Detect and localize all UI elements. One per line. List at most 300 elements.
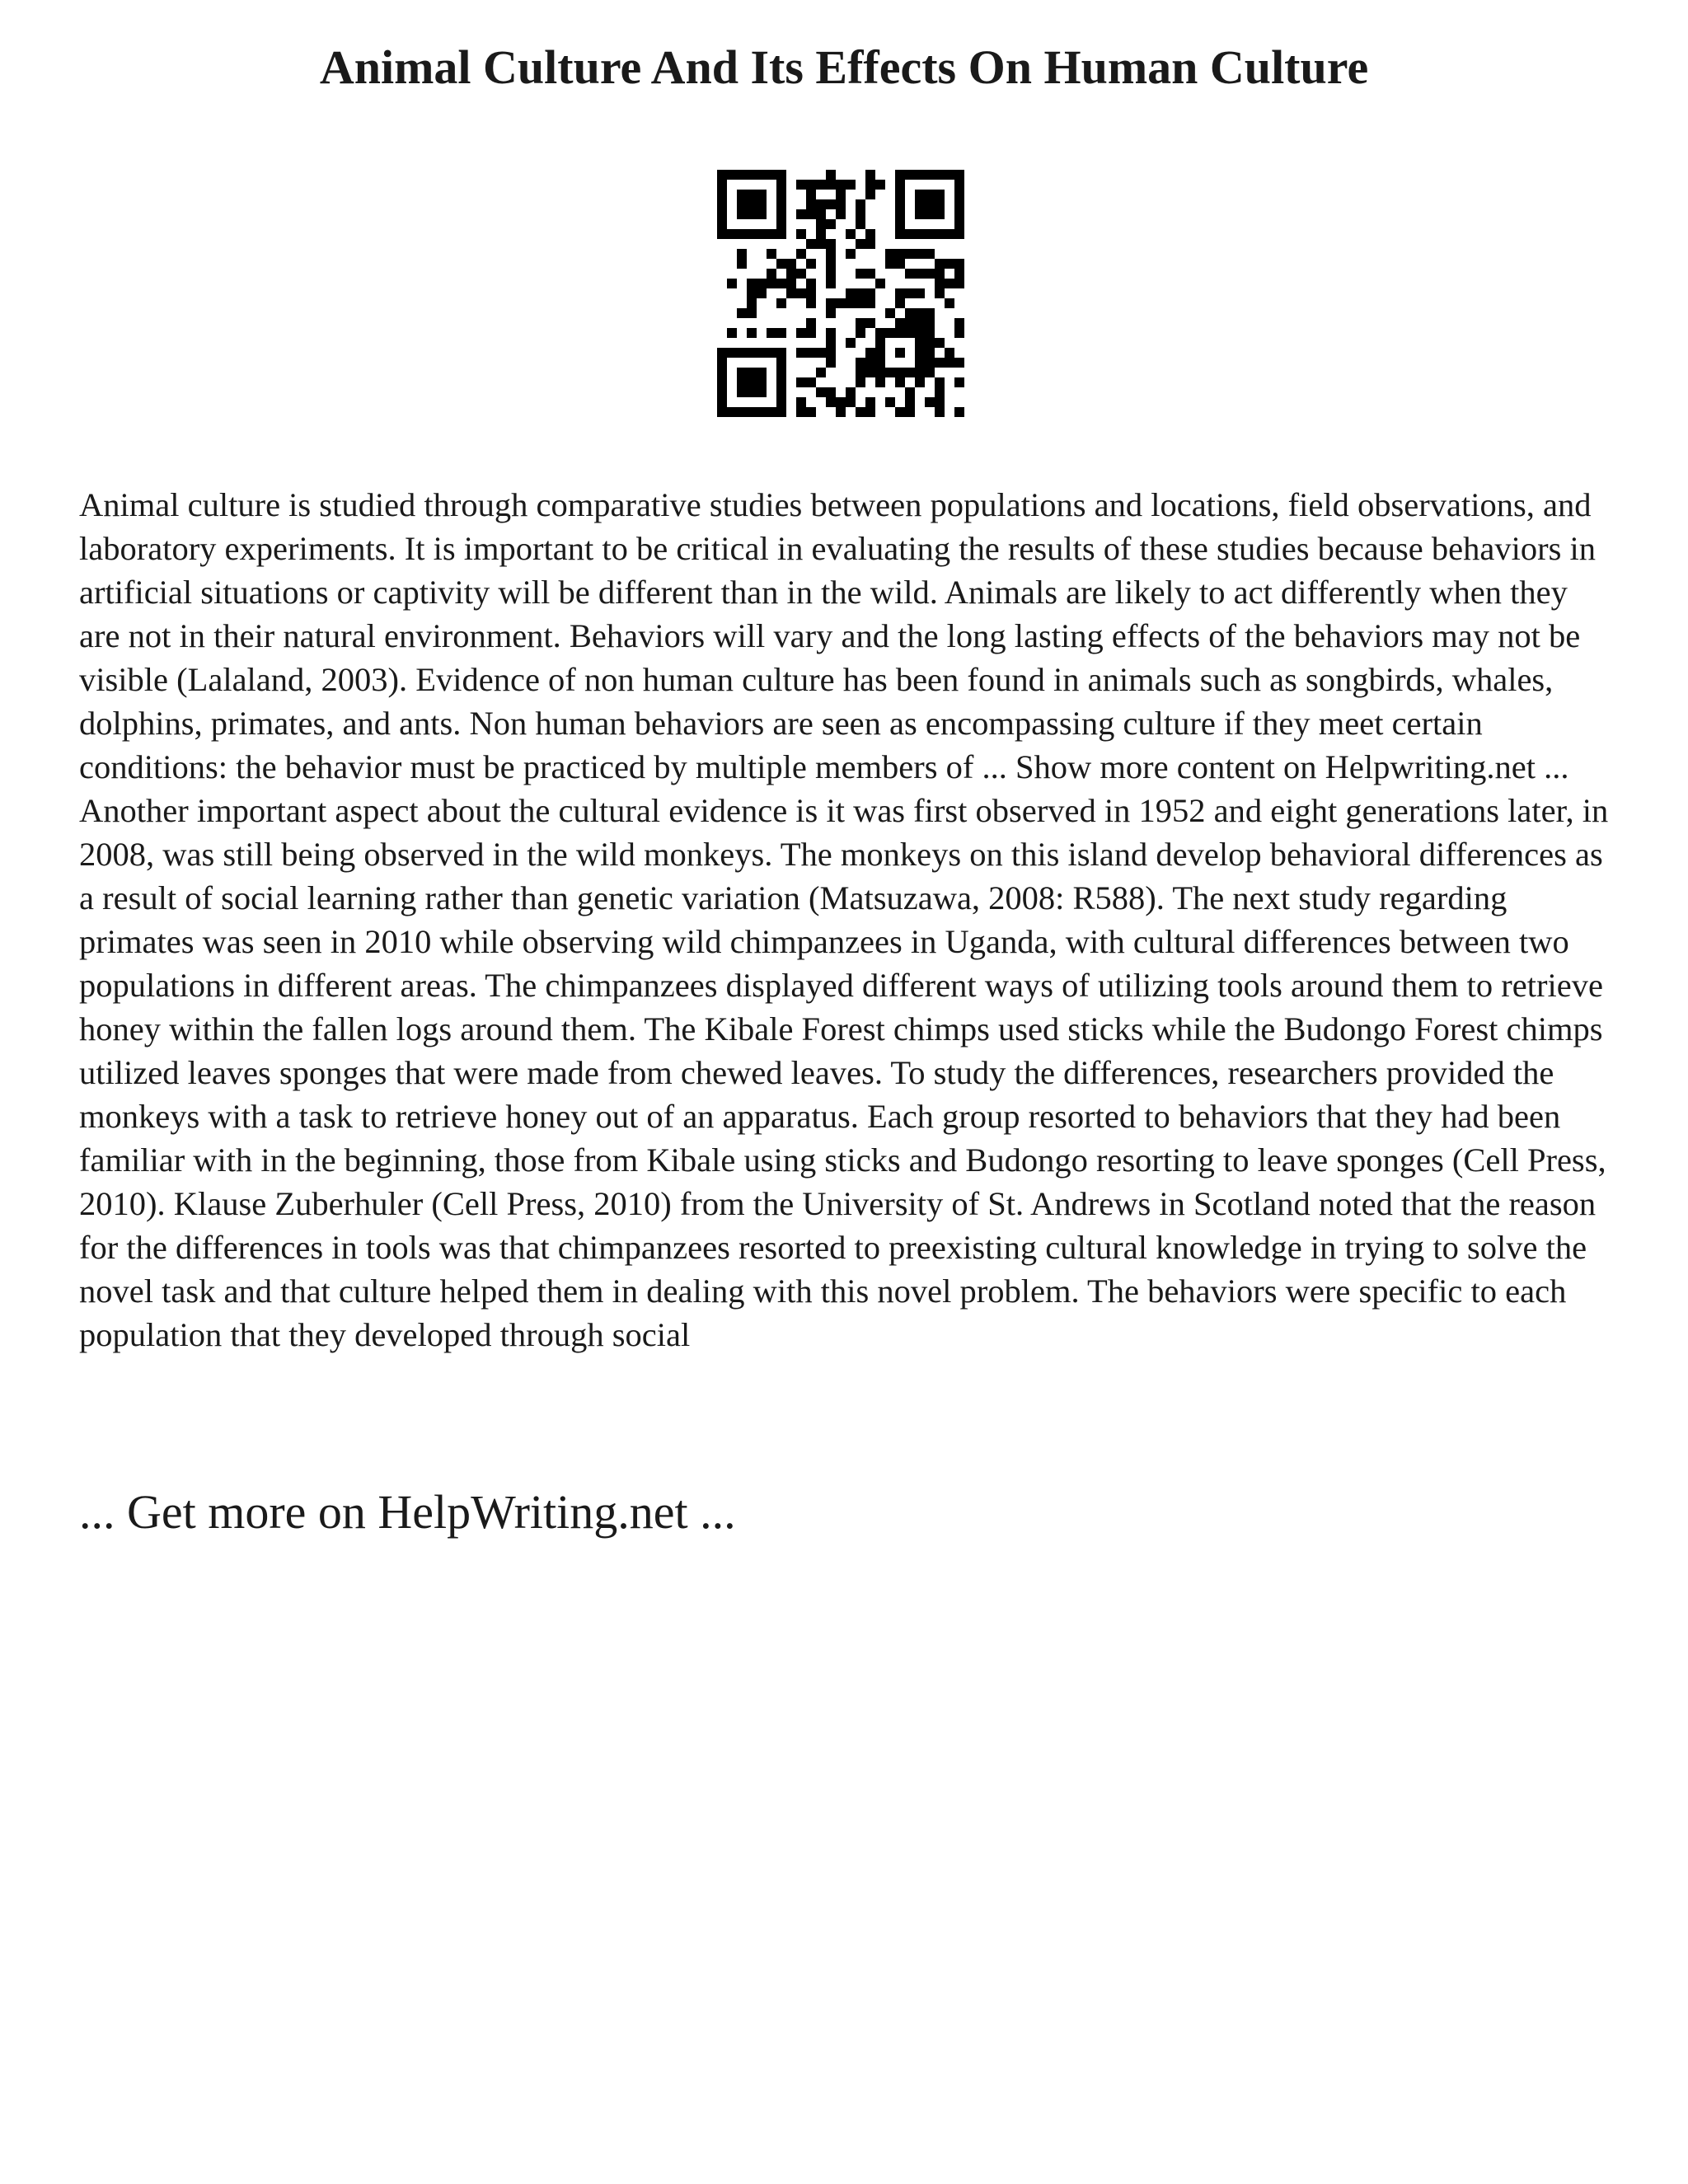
qr-module — [826, 249, 836, 259]
qr-module — [757, 170, 767, 180]
qr-module — [806, 180, 816, 190]
qr-module — [836, 209, 846, 219]
qr-module — [796, 269, 806, 279]
qr-module — [747, 308, 757, 318]
qr-module — [737, 377, 747, 387]
qr-module — [856, 209, 865, 219]
qr-module — [905, 269, 915, 279]
qr-module — [747, 279, 757, 288]
qr-module — [895, 219, 905, 229]
qr-module — [875, 348, 885, 358]
qr-module — [737, 209, 747, 219]
qr-module — [767, 249, 776, 259]
document-body — [79, 483, 1614, 1357]
get-more-link[interactable]: ... Get more on HelpWriting.net ... — [79, 1485, 736, 1539]
qr-module — [875, 368, 885, 377]
qr-module — [945, 279, 954, 288]
qr-module — [826, 269, 836, 279]
qr-module — [816, 199, 826, 209]
qr-module — [905, 387, 915, 397]
qr-module — [905, 328, 915, 338]
qr-module — [737, 368, 747, 377]
qr-module — [865, 397, 875, 407]
qr-module — [905, 318, 915, 328]
qr-module — [747, 229, 757, 239]
qr-module — [776, 407, 786, 417]
qr-module — [747, 348, 757, 358]
qr-module — [757, 209, 767, 219]
qr-module — [865, 348, 875, 358]
qr-module — [895, 298, 905, 308]
qr-module — [895, 259, 905, 269]
qr-module — [915, 199, 925, 209]
qr-module — [757, 279, 767, 288]
qr-module — [954, 209, 964, 219]
qr-module — [776, 229, 786, 239]
qr-module — [865, 298, 875, 308]
qr-module — [875, 377, 885, 387]
qr-module — [816, 348, 826, 358]
qr-module — [776, 397, 786, 407]
qr-module — [915, 288, 925, 298]
qr-module — [717, 407, 727, 417]
qr-module — [776, 368, 786, 377]
qr-module — [856, 269, 865, 279]
qr-module — [717, 219, 727, 229]
qr-module — [856, 219, 865, 229]
qr-module — [747, 368, 757, 377]
qr-module — [865, 239, 875, 249]
qr-module — [826, 219, 836, 229]
qr-module — [856, 407, 865, 417]
qr-module — [737, 199, 747, 209]
qr-module — [925, 308, 935, 318]
qr-module — [846, 338, 856, 348]
qr-module — [846, 288, 856, 298]
qr-module — [935, 377, 945, 387]
qr-module — [776, 348, 786, 358]
qr-module — [895, 199, 905, 209]
qr-module — [826, 397, 836, 407]
qr-module — [856, 328, 865, 338]
qr-module — [935, 209, 945, 219]
qr-module — [816, 209, 826, 219]
qr-module — [954, 279, 964, 288]
qr-module — [826, 338, 836, 348]
qr-module — [856, 199, 865, 209]
qr-module — [954, 269, 964, 279]
qr-module — [915, 190, 925, 199]
qr-module — [935, 259, 945, 269]
qr-module — [895, 318, 905, 328]
qr-module — [925, 209, 935, 219]
qr-module — [856, 377, 865, 387]
qr-module — [846, 249, 856, 259]
qr-module — [727, 348, 737, 358]
qr-module — [796, 229, 806, 239]
qr-module — [826, 170, 836, 180]
document-title: Animal Culture And Its Effects On Human Culture — [319, 40, 1369, 94]
qr-module — [737, 387, 747, 397]
qr-module — [727, 229, 737, 239]
qr-module — [806, 239, 816, 249]
qr-module — [954, 170, 964, 180]
qr-module — [717, 180, 727, 190]
qr-module — [717, 348, 727, 358]
qr-module — [935, 190, 945, 199]
qr-module — [776, 377, 786, 387]
qr-module — [895, 209, 905, 219]
qr-module — [757, 377, 767, 387]
qr-module — [806, 318, 816, 328]
qr-module — [954, 377, 964, 387]
qr-module — [836, 199, 846, 209]
qr-module — [816, 180, 826, 190]
qr-module — [836, 180, 846, 190]
qr-module — [925, 328, 935, 338]
qr-module — [796, 328, 806, 338]
qr-module — [826, 279, 836, 288]
qr-module — [895, 180, 905, 190]
qr-module — [826, 328, 836, 338]
qr-module — [875, 328, 885, 338]
qr-module — [885, 259, 895, 269]
qr-module — [717, 377, 727, 387]
qr-module — [767, 328, 776, 338]
qr-module — [865, 180, 875, 190]
qr-module — [747, 190, 757, 199]
qr-module — [717, 368, 727, 377]
qr-module — [865, 318, 875, 328]
qr-module — [865, 358, 875, 368]
qr-module — [925, 348, 935, 358]
qr-module — [925, 368, 935, 377]
qr-module — [865, 170, 875, 180]
qr-module — [846, 298, 856, 308]
qr-module — [776, 199, 786, 209]
qr-module — [905, 249, 915, 259]
qr-module — [885, 249, 895, 259]
qr-module — [826, 358, 836, 368]
qr-module — [737, 190, 747, 199]
qr-module — [816, 387, 826, 397]
qr-module — [935, 279, 945, 288]
qr-module — [954, 229, 964, 239]
qr-module — [865, 269, 875, 279]
qr-module — [806, 288, 816, 298]
qr-module — [915, 328, 925, 338]
qr-module — [767, 170, 776, 180]
qr-code-icon — [717, 170, 964, 417]
qr-module — [875, 180, 885, 190]
qr-module — [747, 199, 757, 209]
qr-module — [747, 328, 757, 338]
qr-module — [757, 368, 767, 377]
qr-module — [954, 199, 964, 209]
qr-module — [945, 259, 954, 269]
qr-module — [875, 279, 885, 288]
qr-module — [925, 397, 935, 407]
qr-module — [776, 180, 786, 190]
qr-module — [747, 377, 757, 387]
qr-module — [895, 377, 905, 387]
qr-module — [905, 170, 915, 180]
qr-module — [935, 387, 945, 397]
qr-module — [826, 348, 836, 358]
qr-module — [856, 298, 865, 308]
qr-module — [757, 190, 767, 199]
qr-module — [747, 407, 757, 417]
qr-module — [776, 219, 786, 229]
qr-module — [905, 288, 915, 298]
qr-module — [954, 190, 964, 199]
qr-module — [747, 288, 757, 298]
qr-module — [954, 407, 964, 417]
qr-module — [727, 170, 737, 180]
qr-module — [945, 229, 954, 239]
qr-module — [796, 249, 806, 259]
qr-module — [776, 170, 786, 180]
qr-module — [836, 397, 846, 407]
qr-module — [776, 298, 786, 308]
qr-module — [836, 407, 846, 417]
qr-module — [935, 170, 945, 180]
qr-module — [737, 308, 747, 318]
qr-module — [925, 338, 935, 348]
qr-module — [737, 407, 747, 417]
qr-module — [925, 190, 935, 199]
qr-module — [776, 279, 786, 288]
qr-module — [954, 328, 964, 338]
qr-module — [895, 328, 905, 338]
qr-module — [935, 338, 945, 348]
qr-module — [737, 229, 747, 239]
qr-module — [875, 338, 885, 348]
qr-module — [737, 249, 747, 259]
qr-module — [915, 318, 925, 328]
qr-module — [796, 397, 806, 407]
qr-module — [816, 229, 826, 239]
qr-module — [826, 199, 836, 209]
qr-module — [925, 229, 935, 239]
qr-module — [786, 288, 796, 298]
qr-module — [836, 298, 846, 308]
qr-module — [915, 377, 925, 387]
qr-module — [757, 348, 767, 358]
qr-module — [796, 377, 806, 387]
qr-module — [727, 328, 737, 338]
qr-module — [747, 170, 757, 180]
qr-module — [737, 259, 747, 269]
qr-module — [757, 199, 767, 209]
qr-module — [806, 407, 816, 417]
qr-module — [925, 358, 935, 368]
qr-module — [895, 368, 905, 377]
qr-module — [717, 190, 727, 199]
qr-module — [945, 348, 954, 358]
qr-module — [776, 209, 786, 219]
qr-module — [885, 328, 895, 338]
qr-module — [747, 209, 757, 219]
qr-module — [826, 239, 836, 249]
qr-module — [747, 387, 757, 397]
qr-module — [865, 229, 875, 239]
qr-module — [826, 259, 836, 269]
qr-module — [826, 308, 836, 318]
qr-module — [806, 209, 816, 219]
qr-module — [717, 170, 727, 180]
qr-module — [826, 387, 836, 397]
body-paragraph-2: Another important aspect about the cultural evidence is it was first observed in 1952 and eight generations later, in 2008, was still being observed in the wild monkeys. The monkeys on this island develop behavioral differences as a result of social learning rather than genetic variation (Matsuzawa, 2008: R588). The next study regarding primates was seen in 2010 while observing wild chimpanzees in Uganda, with cultural differences between two populations in different areas. The chimpanzees displayed different ways of utilizing tools around them to retrieve honey within the fallen logs around them. The Kibale Forest chimps used sticks while the Budongo Forest chimps utilized leaves sponges that were made from chewed leaves. To study the differences, researchers provided the monkeys with a task to retrieve honey out of an apparatus. Each group resorted to behaviors that they had been familiar with in the beginning, those from Kibale using sticks and Budongo resorting to leave sponges (Cell Press, 2010). Klause Zuberhuler (Cell Press, 2010) from the University of St. Andrews in Scotland noted that the reason for the differences in tools was that chimpanzees resorted to preexisting cultural knowledge in trying to solve the novel task and that culture helped them in dealing with this novel problem. The behaviors were specific to each population that they developed through social — [79, 792, 1609, 1353]
qr-module — [856, 288, 865, 298]
qr-module — [757, 407, 767, 417]
qr-module — [846, 397, 856, 407]
qr-module — [945, 170, 954, 180]
qr-module — [905, 308, 915, 318]
qr-module — [717, 397, 727, 407]
qr-module — [915, 368, 925, 377]
qr-module — [796, 209, 806, 219]
qr-module — [925, 170, 935, 180]
qr-module — [776, 387, 786, 397]
qr-module — [895, 348, 905, 358]
qr-module — [757, 288, 767, 298]
body-paragraph-1: Animal culture is studied through comparative studies between populations and locations, field observations, and laboratory experiments. It is important to be critical in evaluating the results of these studies because behaviors in artificial situations or captivity will be different than in the wild. Animals are likely to act differently when they are not in their natural environment. Behaviors will vary and the long lasting effects of the behaviors may not be visible (Lalaland, 2003). Evidence of non human culture has been found in animals such as songbirds, whales, dolphins, primates, and ants. Non human behaviors are seen as encompassing culture if they meet certain conditions: the behavior must be practiced by multiple members of ... Show more content on Helpwriting.net ... — [79, 486, 1596, 785]
qr-module — [796, 180, 806, 190]
qr-module — [776, 328, 786, 338]
qr-module — [925, 318, 935, 328]
qr-module — [935, 397, 945, 407]
qr-module — [826, 298, 836, 308]
qr-module — [737, 170, 747, 180]
qr-module — [826, 180, 836, 190]
qr-module — [806, 377, 816, 387]
qr-module — [865, 407, 875, 417]
qr-module — [856, 358, 865, 368]
qr-module — [806, 199, 816, 209]
qr-module — [905, 407, 915, 417]
qr-module — [737, 348, 747, 358]
qr-module — [786, 279, 796, 288]
qr-module — [796, 288, 806, 298]
qr-module — [945, 358, 954, 368]
qr-module — [935, 229, 945, 239]
qr-module — [727, 279, 737, 288]
qr-module — [806, 279, 816, 288]
qr-module — [925, 199, 935, 209]
qr-module — [816, 219, 826, 229]
qr-module — [776, 190, 786, 199]
qr-module — [836, 190, 846, 199]
qr-module — [717, 199, 727, 209]
qr-module — [767, 279, 776, 288]
qr-module — [915, 249, 925, 259]
qr-module — [935, 199, 945, 209]
qr-module — [954, 358, 964, 368]
qr-module — [717, 209, 727, 219]
qr-module — [895, 229, 905, 239]
qr-module — [727, 407, 737, 417]
qr-module — [856, 318, 865, 328]
qr-module — [846, 229, 856, 239]
qr-code-graphic — [717, 170, 964, 417]
qr-module — [796, 348, 806, 358]
qr-module — [747, 298, 757, 308]
qr-module — [816, 368, 826, 377]
qr-module — [895, 407, 905, 417]
qr-module — [776, 358, 786, 368]
qr-module — [925, 249, 935, 259]
qr-module — [885, 308, 895, 318]
qr-module — [945, 298, 954, 308]
qr-module — [915, 308, 925, 318]
qr-module — [865, 288, 875, 298]
qr-module — [915, 209, 925, 219]
qr-module — [767, 407, 776, 417]
qr-module — [796, 407, 806, 417]
qr-module — [717, 358, 727, 368]
qr-module — [717, 229, 727, 239]
qr-module — [757, 229, 767, 239]
qr-module — [846, 180, 856, 190]
qr-module — [806, 328, 816, 338]
qr-module — [925, 269, 935, 279]
qr-module — [895, 170, 905, 180]
qr-module — [856, 239, 865, 249]
qr-module — [846, 387, 856, 397]
qr-module — [915, 358, 925, 368]
qr-module — [865, 190, 875, 199]
qr-module — [954, 180, 964, 190]
qr-module — [767, 229, 776, 239]
qr-module — [776, 259, 786, 269]
qr-module — [915, 338, 925, 348]
qr-module — [875, 358, 885, 368]
qr-module — [905, 229, 915, 239]
qr-module — [954, 318, 964, 328]
qr-module — [935, 407, 945, 417]
qr-module — [856, 368, 865, 377]
qr-module — [865, 368, 875, 377]
qr-module — [757, 387, 767, 397]
qr-module — [915, 229, 925, 239]
qr-module — [915, 269, 925, 279]
qr-module — [935, 269, 945, 279]
qr-module — [786, 269, 796, 279]
qr-module — [905, 397, 915, 407]
qr-module — [806, 348, 816, 358]
qr-module — [786, 259, 796, 269]
qr-module — [935, 288, 945, 298]
qr-module — [806, 259, 816, 269]
qr-module — [935, 358, 945, 368]
qr-module — [954, 219, 964, 229]
qr-module — [895, 288, 905, 298]
qr-module — [895, 249, 905, 259]
qr-module — [717, 387, 727, 397]
qr-module — [885, 397, 895, 407]
qr-module — [905, 368, 915, 377]
qr-module — [915, 348, 925, 358]
qr-module — [816, 239, 826, 249]
qr-module — [895, 190, 905, 199]
qr-module — [767, 348, 776, 358]
qr-module — [767, 269, 776, 279]
qr-module — [954, 259, 964, 269]
qr-module — [806, 298, 816, 308]
qr-module — [806, 190, 816, 199]
qr-module — [885, 368, 895, 377]
